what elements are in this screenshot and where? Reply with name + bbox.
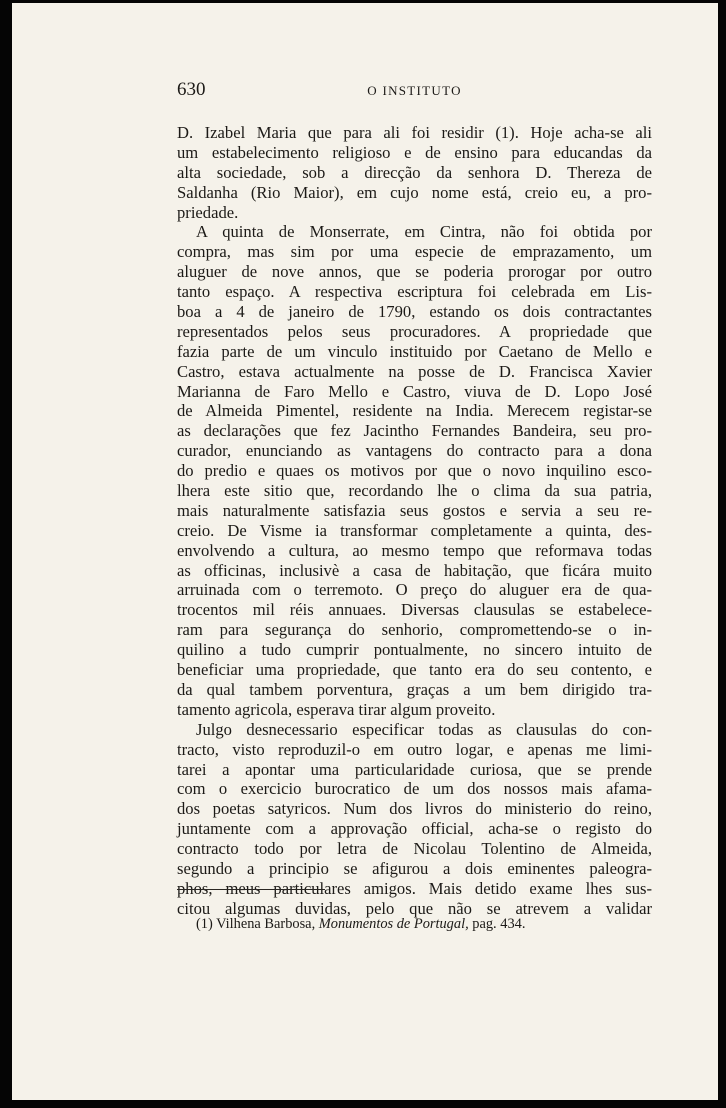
text-line: phos, meus particulares amigos. Mais detido exame lhes sus-: [177, 878, 652, 898]
text-line: contracto todo por letra de Nicolau Tolentino de Almeida,: [177, 839, 652, 859]
text-line: da qual tambem porventura, graças a um bem dirigido tra-: [177, 679, 652, 699]
text-line: priedade.: [177, 202, 239, 222]
page-number: 630: [177, 79, 206, 100]
text-line: curador, enunciando as vantagens do contracto para a dona: [177, 441, 652, 461]
body-text: [177, 123, 652, 919]
text-line: tracto, visto reproduzil-o em outro logar, e apenas me limi-: [177, 739, 652, 759]
text-line: compra, mas sim por uma especie de emprazamento, um: [177, 242, 652, 262]
text-line: segundo a principio se afigurou a dois eminentes paleogra-: [177, 858, 652, 878]
text-line: quilino a tudo cumprir pontualmente, no sincero intuito de: [177, 640, 652, 660]
text-line: A quinta de Monserrate, em Cintra, não foi obtida por: [196, 222, 652, 242]
text-line: Saldanha (Rio Maior), em cujo nome está, creio eu, a pro-: [177, 182, 652, 202]
text-line: Marianna de Faro Mello e Castro, viuva de D. Lopo José: [177, 381, 652, 401]
footnote-title: Monumentos de Portugal,: [318, 916, 469, 932]
text-line: fazia parte de um vinculo instituido por Caetano de Mello e: [177, 341, 652, 361]
text-line: dos poetas satyricos. Num dos livros do ministerio do reino,: [177, 799, 652, 819]
text-line: juntamente com a approvação official, acha-se o registo do: [177, 819, 652, 839]
footnote: [196, 916, 525, 933]
text-line: citou algumas duvidas, pelo que não se atrevem a validar: [177, 898, 652, 918]
text-line: lhera este sitio que, recordando lhe o clima da sua patria,: [177, 481, 652, 501]
text-line: tanto espaço. A respectiva escriptura foi celebrada em Lis-: [177, 282, 652, 302]
footnote-author: Vilhena Barbosa,: [216, 916, 316, 932]
footnote-divider: [177, 889, 325, 890]
text-line: de Almeida Pimentel, residente na India. Merecem registar-se: [177, 401, 652, 421]
text-line: do predio e quaes os motivos por que o novo inquilino esco-: [177, 461, 652, 481]
footnote-page: pag. 434.: [472, 916, 526, 932]
text-line: ram para segurança do senhorio, compromettendo-se o in-: [177, 620, 652, 640]
text-line: arruinada com o terremoto. O preço do aluguer era de qua-: [177, 580, 652, 600]
text-line: D. Izabel Maria que para ali foi residir (1). Hoje acha-se ali: [177, 123, 652, 142]
text-line: um estabelecimento religioso e de ensino para educandas da: [177, 142, 652, 162]
text-line: boa a 4 de janeiro de 1790, estando os dois contractantes: [177, 302, 652, 322]
text-line: com o exercicio burocratico de um dos nossos mais afama-: [177, 779, 652, 799]
text-line: representados pelos seus procuradores. A propriedade que: [177, 321, 652, 341]
text-line: aluguer de nove annos, que se poderia prorogar por outro: [177, 262, 652, 282]
text-line: as declarações que fez Jacintho Fernandes Bandeira, seu pro-: [177, 421, 652, 441]
text-line: envolvendo a cultura, ao mesmo tempo que reformava todas: [177, 540, 652, 560]
text-line: creio. De Visme ia transformar completamente a quinta, des-: [177, 520, 652, 540]
text-line: beneficiar uma propriedade, que tanto era do seu contento, e: [177, 660, 652, 680]
text-line: Julgo desnecessario especificar todas as clausulas do con-: [196, 719, 652, 739]
running-title: O INSTITUTO: [367, 83, 462, 98]
footnote-marker: (1): [196, 916, 213, 932]
text-line: Castro, estava actualmente na posse de D. Francisca Xavier: [177, 361, 652, 381]
page-header: [177, 79, 652, 103]
text-line: tarei a apontar uma particularidade curiosa, que se prende: [177, 759, 652, 779]
text-line: trocentos mil réis annuaes. Diversas clausulas se estabelece-: [177, 600, 652, 620]
text-line: alta sociedade, sob a direcção da senhora D. Thereza de: [177, 162, 652, 182]
text-line: as officinas, inclusivè a casa de habitação, que ficára muito: [177, 560, 652, 580]
text-line: tamento agricola, esperava tirar algum proveito.: [177, 699, 496, 719]
text-line: mais naturalmente satisfazia seus gostos e servia a seu re-: [177, 500, 652, 520]
